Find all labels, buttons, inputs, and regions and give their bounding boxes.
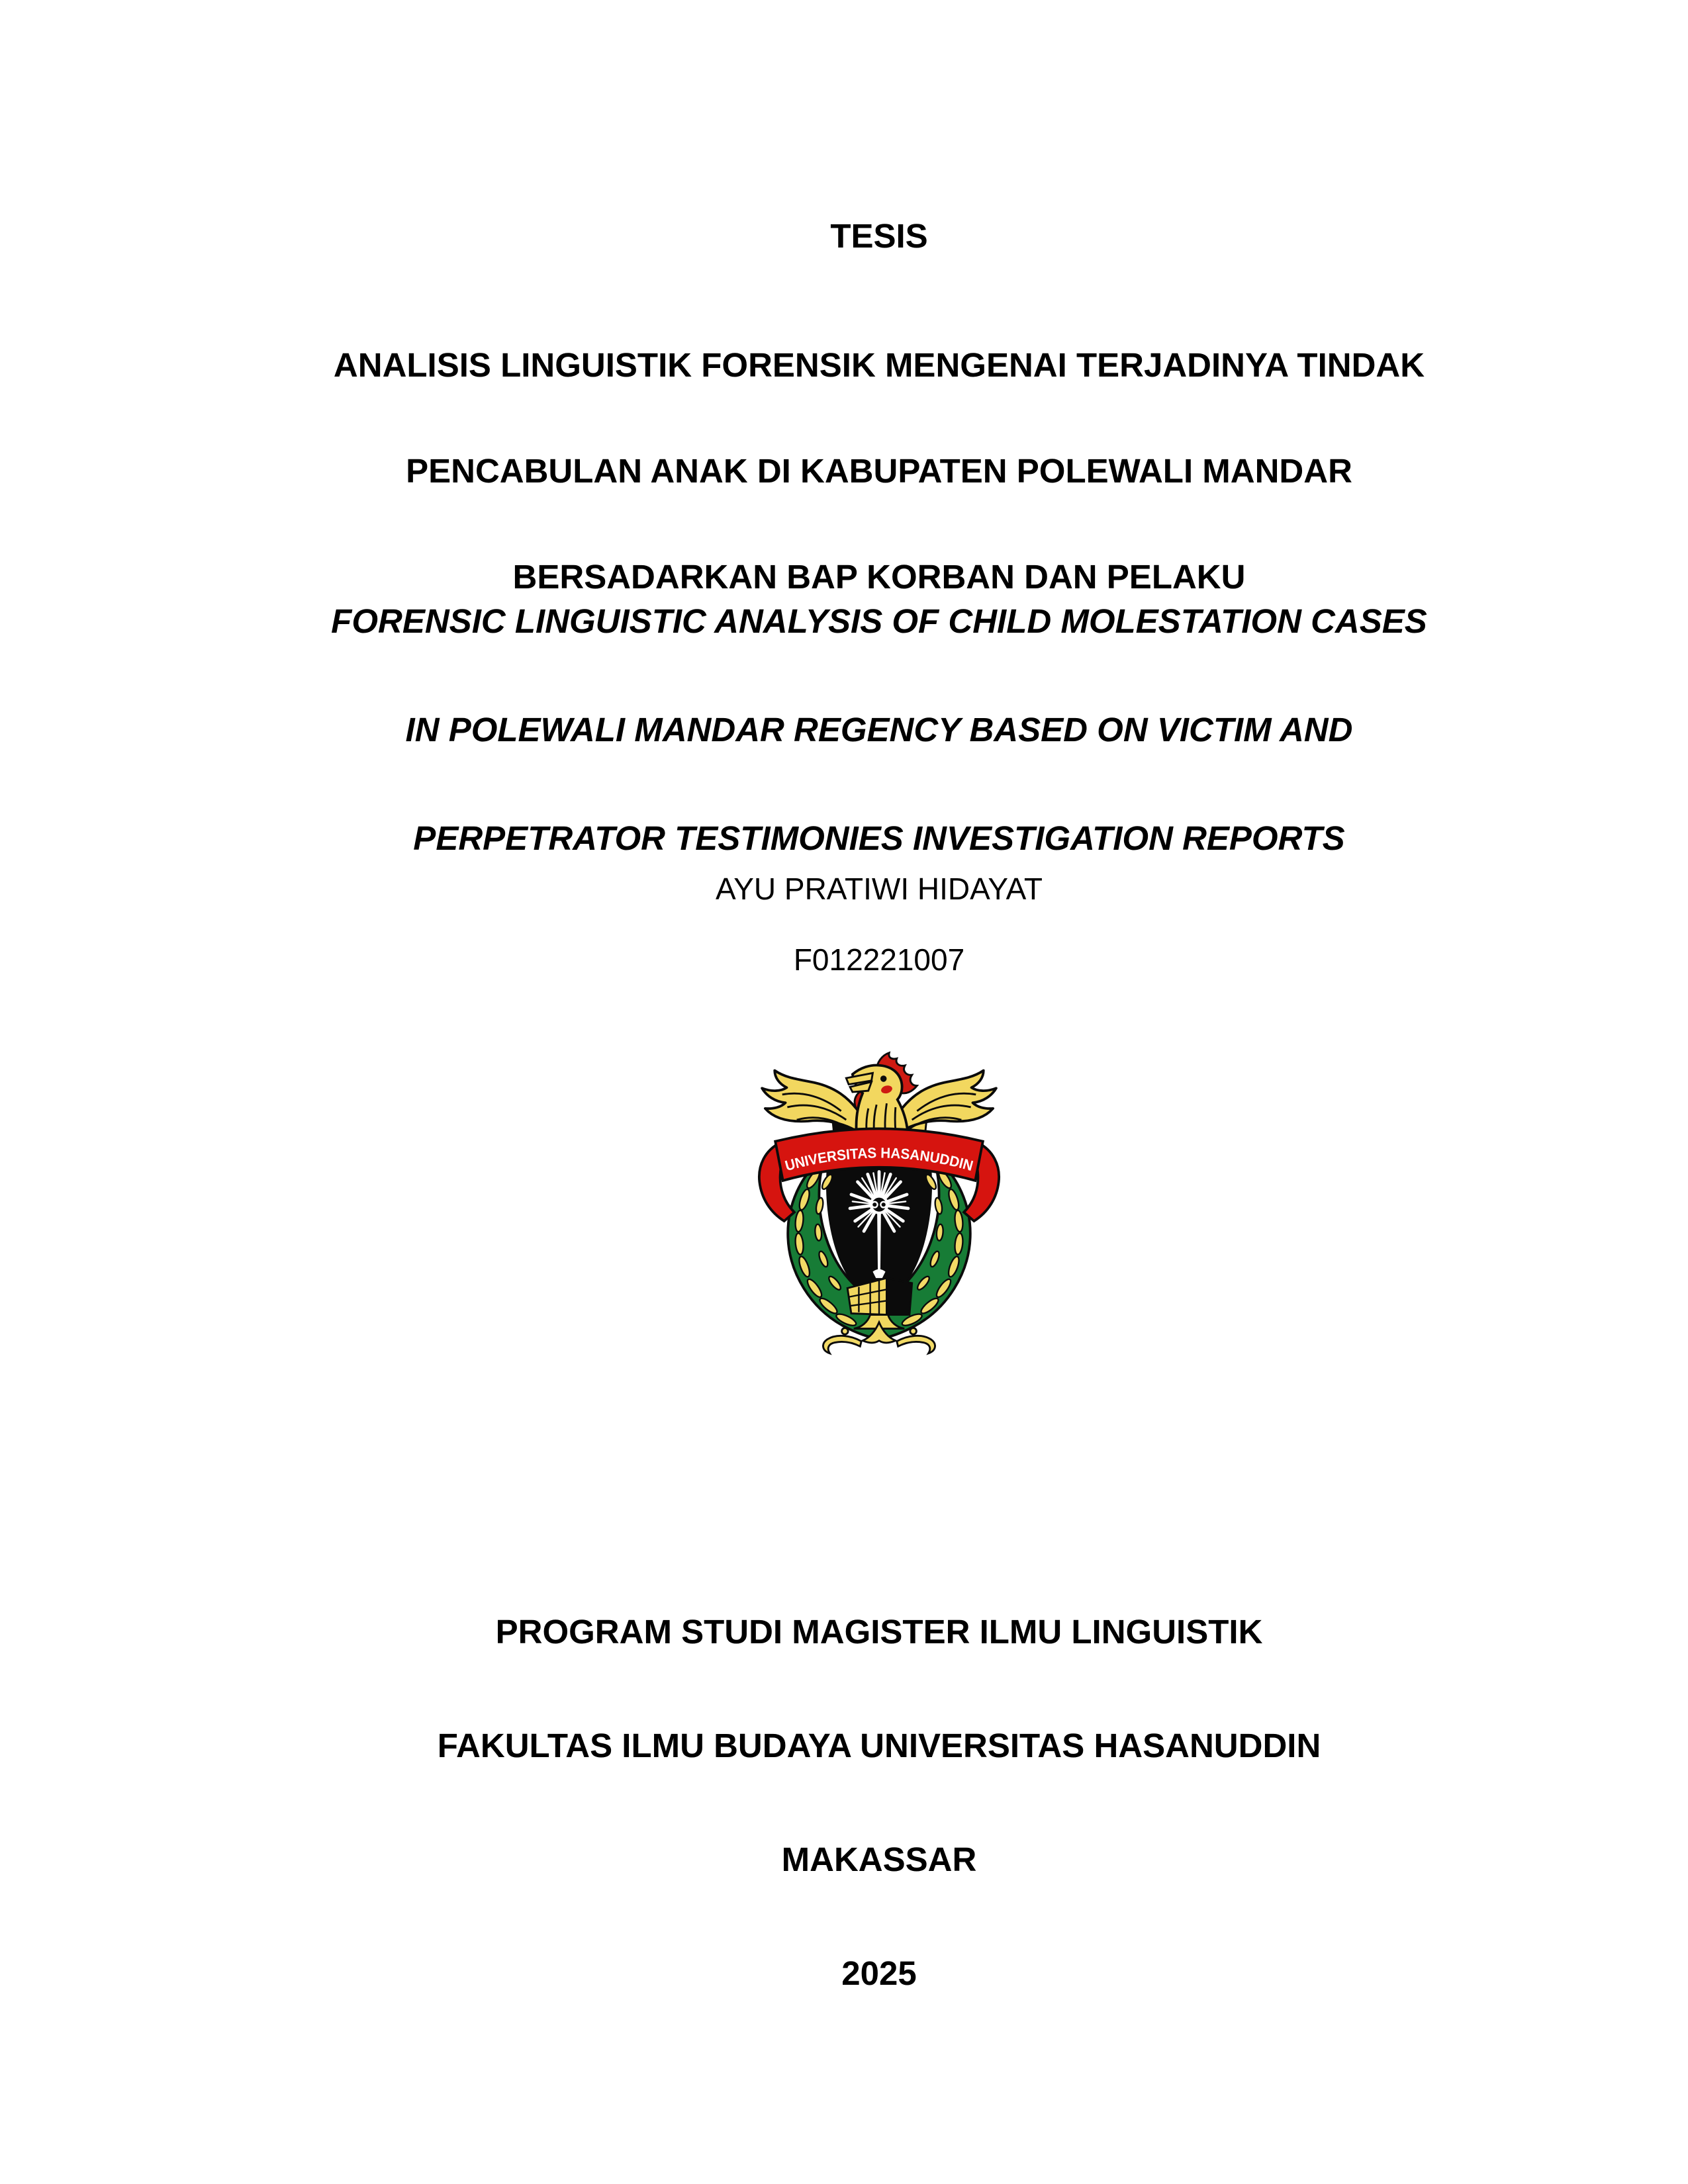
student-id-number: F012221007 <box>793 942 965 977</box>
title-id-line-2: PENCABULAN ANAK DI KABUPATEN POLEWALI MANDAR <box>406 452 1352 490</box>
faculty-line: FAKULTAS ILMU BUDAYA UNIVERSITAS HASANUDDIN <box>437 1727 1321 1764</box>
title-id-line-1: ANALISIS LINGUISTIK FORENSIK MENGENAI TERJADINYA TINDAK <box>333 346 1425 384</box>
document-type-label: TESIS <box>830 217 928 255</box>
university-logo <box>311 1049 1447 1365</box>
city-line: MAKASSAR <box>781 1841 977 1878</box>
author-name: AYU PRATIWI HIDAYAT <box>715 872 1043 906</box>
hasanuddin-crest-icon <box>752 1049 1006 1365</box>
title-english <box>311 540 1447 920</box>
year-line: 2025 <box>841 1954 917 1992</box>
title-id-line-3: BERSADARKAN BAP KORBAN DAN PELAKU <box>512 558 1246 596</box>
footer-block <box>311 1547 1447 2059</box>
title-en-line-1: FORENSIC LINGUISTIC ANALYSIS OF CHILD MOLESTATION CASES <box>331 602 1427 640</box>
program-study-line: PROGRAM STUDI MAGISTER ILMU LINGUISTIK <box>495 1613 1263 1651</box>
rooster-eye <box>880 1075 887 1082</box>
scroll-ornament-icon <box>823 1322 935 1353</box>
title-en-line-3: PERPETRATOR TESTIMONIES INVESTIGATION REPORTS <box>413 819 1345 857</box>
banner-text: UNIVERSITAS HASANUDDIN <box>783 1144 976 1175</box>
title-en-line-2: IN POLEWALI MANDAR REGENCY BASED ON VICTIM AND <box>405 711 1353 749</box>
